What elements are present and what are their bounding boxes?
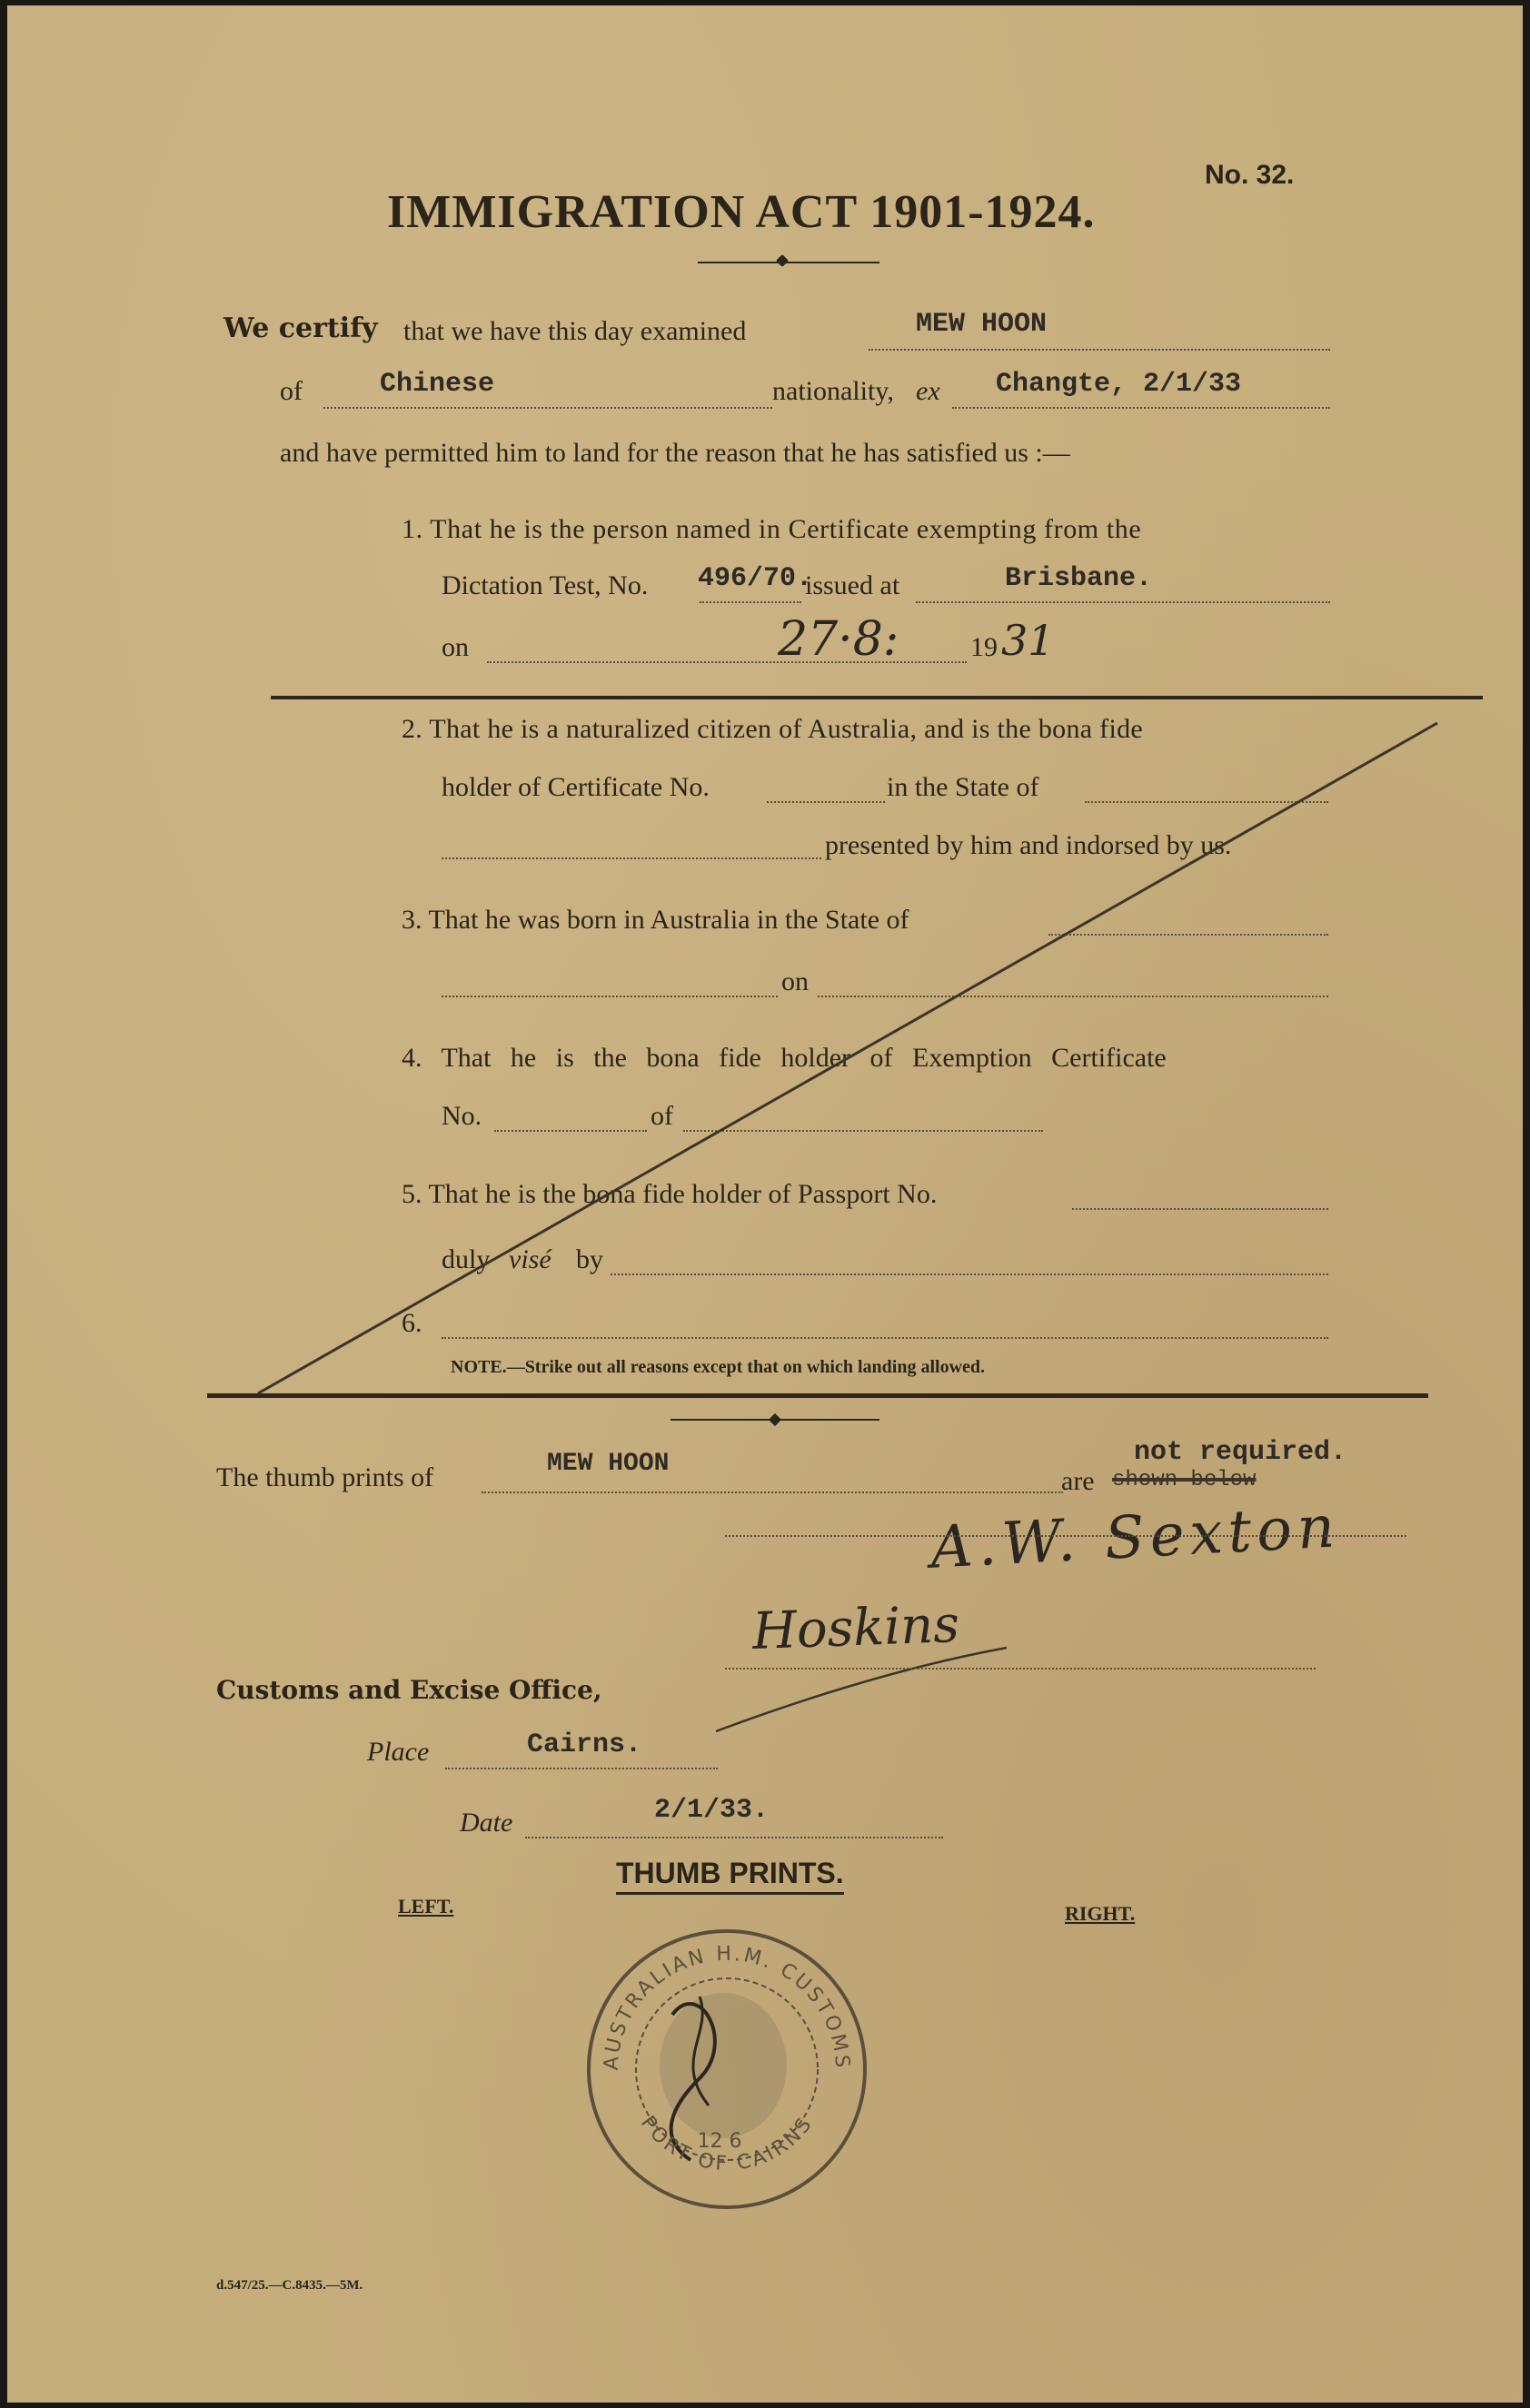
reason-2-line2b: in the State of <box>887 772 1039 802</box>
signature-hoskins: Hoskins <box>750 1595 961 1661</box>
reason-3-line1: 3. That he was born in Australia in the State of <box>402 905 909 935</box>
year-handwritten: 31 <box>1001 616 1055 665</box>
place-label: Place <box>367 1737 430 1767</box>
reason-5-duly: duly <box>442 1244 491 1274</box>
reason-1-line2b: issued at <box>805 570 900 600</box>
certify-lead: We certify <box>224 312 378 344</box>
form-title: IMMIGRATION ACT 1901-1924. <box>387 186 1096 238</box>
of-label: of <box>280 376 303 406</box>
nationality-value: Chinese <box>380 369 495 400</box>
thumb-name-value: MEW HOON <box>547 1450 670 1478</box>
reason-1-line1: 1. That he is the person named in Certificate exempting from the <box>402 514 1142 544</box>
stamp-top-text: AUSTRALIAN H.M. CUSTOMS <box>600 1942 854 2071</box>
issued-at-value: Brisbane. <box>1005 563 1153 594</box>
date-handwritten: 27·8: <box>778 612 899 667</box>
reason-2-line2a: holder of Certificate No. <box>442 772 710 802</box>
left-label: LEFT. <box>398 1895 454 1917</box>
customs-stamp <box>563 1906 890 2233</box>
certify-text: that we have this day examined <box>403 316 747 346</box>
stamp-center-text: 12 6 <box>697 2130 742 2153</box>
reason-4-line1: 4. That he is the bona fide holder of Exemption Certificate <box>402 1043 1167 1073</box>
customs-office-label: Customs and Excise Office, <box>216 1675 602 1705</box>
stamp-bottom-text: PORT OF CAIRNS <box>635 2112 819 2176</box>
reason-3-on-label: on <box>781 966 809 996</box>
place-line <box>445 1768 718 1769</box>
reason-2-line1: 2. That he is a naturalized citizen of Australia, and is the bona fide <box>402 714 1144 744</box>
thumb-prints-of-label: The thumb prints of <box>216 1462 434 1492</box>
signature-line-1 <box>725 1535 1406 1537</box>
right-label: RIGHT. <box>1065 1902 1136 1925</box>
reason-5-line1: 5. That he is the bona fide holder of Passport No. <box>402 1179 938 1209</box>
reason-2-line3: presented by him and indorsed by us. <box>825 830 1232 860</box>
signature-sexton: A.W. Sexton <box>929 1493 1342 1582</box>
struck-out-text: shown below <box>1112 1468 1257 1492</box>
are-label: are <box>1061 1466 1095 1496</box>
place-value: Cairns. <box>527 1729 642 1760</box>
note-text: —Strike out all reasons except that on which landing allowed. <box>506 1357 986 1377</box>
year-prefix: 19 <box>970 632 998 662</box>
date-line <box>525 1837 943 1838</box>
reason-6-label: 6. <box>402 1308 422 1338</box>
examined-name-value: MEW HOON <box>916 309 1048 340</box>
print-code: d.547/25.—C.8435.—5M. <box>216 2278 363 2293</box>
reason-5-vise: visé <box>509 1244 551 1274</box>
reason-4-of-label: of <box>651 1101 673 1131</box>
date-value: 2/1/33. <box>654 1795 770 1826</box>
permitted-line: and have permitted him to land for the reason that he has satisfied us :— <box>280 438 1070 468</box>
document-sheet <box>7 5 1523 2403</box>
reason-1-on-label: on <box>442 632 469 662</box>
thumb-prints-title: THUMB PRINTS. <box>616 1857 844 1895</box>
form-number: No. 32. <box>1205 160 1295 190</box>
signature-line-2 <box>725 1668 1316 1670</box>
date-label: Date <box>460 1808 513 1838</box>
note-label: NOTE. <box>451 1357 507 1377</box>
cert-no-value: 496/70. <box>698 563 813 594</box>
nationality-label: nationality, <box>772 376 894 406</box>
reason-5-by: by <box>576 1244 603 1274</box>
ex-value: Changte, 2/1/33 <box>996 369 1242 400</box>
reason-4-no-label: No. <box>442 1101 482 1131</box>
thumb-name-line <box>482 1491 1063 1493</box>
not-required-value: not required. <box>1134 1437 1347 1468</box>
ex-label: ex <box>916 376 940 406</box>
reason-1-line2a: Dictation Test, No. <box>442 570 649 600</box>
